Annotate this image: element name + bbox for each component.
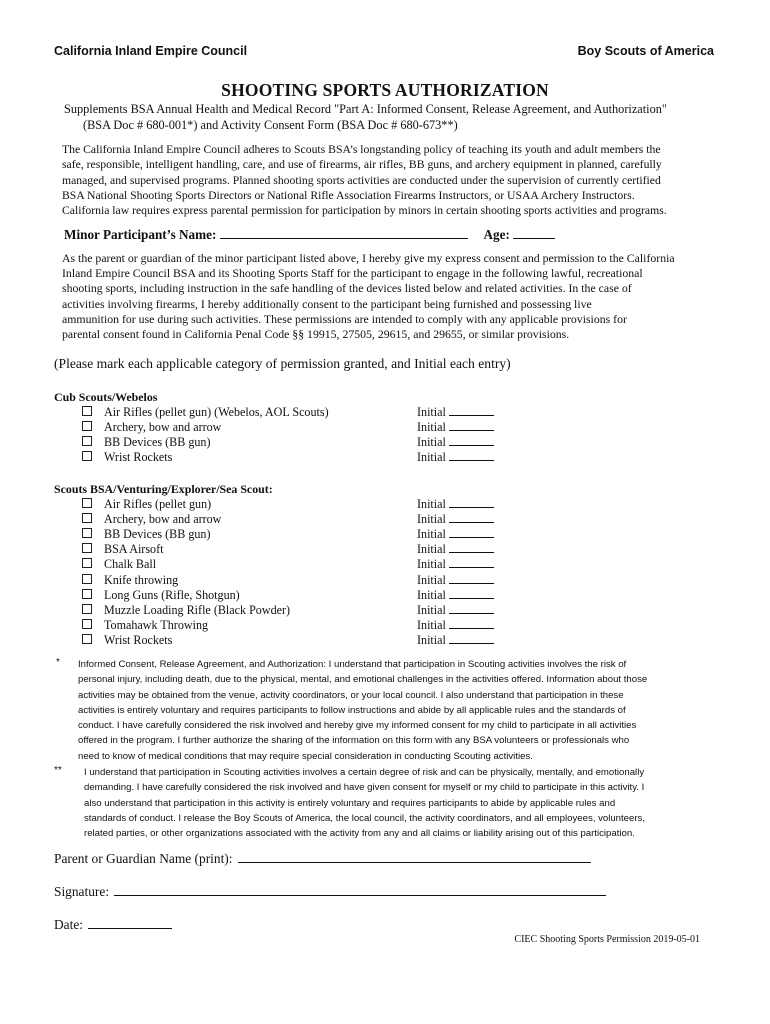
minor-name-label: Minor Participant’s Name: bbox=[64, 227, 217, 242]
initial-field bbox=[417, 588, 494, 603]
age-field[interactable] bbox=[513, 226, 555, 239]
checkbox[interactable] bbox=[82, 589, 92, 599]
signature-row bbox=[54, 883, 606, 900]
initial-input[interactable] bbox=[449, 633, 494, 644]
supplements-line-1: Supplements BSA Annual Health and Medical Record "Part A: Informed Consent, Release Agreement, and Authorization" bbox=[64, 102, 667, 116]
checkbox-row bbox=[82, 557, 156, 572]
section-heading-cub-scouts: Cub Scouts/Webelos bbox=[54, 390, 158, 404]
initial-input[interactable] bbox=[449, 527, 494, 538]
intro-line: safe, responsible, intelligent handling, care, and use of firearms, air rifles, BB guns, and archery equipment in planned, carefully bbox=[62, 158, 662, 172]
initial-field bbox=[417, 435, 494, 450]
checkbox-row bbox=[82, 497, 211, 512]
minor-name-field[interactable] bbox=[220, 226, 468, 239]
note-line: Informed Consent, Release Agreement, and Authorization: I understand that participation in Scouting activities involves the risk of bbox=[78, 659, 627, 670]
initial-field bbox=[417, 527, 494, 542]
initial-label: Initial bbox=[417, 420, 446, 434]
note-line: conduct. I have carefully considered the risk involved and hereby give my informed consent for my child to participate in all activities bbox=[78, 720, 637, 732]
initial-label: Initial bbox=[417, 633, 446, 647]
activity-label: Muzzle Loading Rifle (Black Powder) bbox=[104, 603, 291, 617]
activity-consent-note bbox=[84, 765, 729, 841]
checkbox-row bbox=[82, 450, 172, 465]
activity-label: Knife throwing bbox=[104, 573, 179, 587]
checkbox[interactable] bbox=[82, 558, 92, 568]
activity-label: Tomahawk Throwing bbox=[104, 618, 209, 632]
signature-field[interactable] bbox=[114, 883, 606, 896]
initial-input[interactable] bbox=[449, 450, 494, 461]
initial-label: Initial bbox=[417, 603, 446, 617]
checkbox[interactable] bbox=[82, 421, 92, 431]
note-line: activities is entirely voluntary and requires participants to follow instructions and abide by all applicable rules and the standards of bbox=[78, 704, 626, 716]
initial-label: Initial bbox=[417, 405, 446, 419]
initial-label: Initial bbox=[417, 588, 446, 602]
note-line: I understand that participation in Scouting activities involves a certain degree of risk and can be physically, mentally, and emotionally bbox=[84, 767, 645, 778]
consent-paragraph bbox=[62, 251, 722, 342]
note-line: also understand that participation in this activity is entirely voluntary and requires participants to abide by applicable rules and bbox=[84, 797, 616, 809]
checkbox[interactable] bbox=[82, 634, 92, 644]
activity-label: Archery, bow and arrow bbox=[104, 512, 222, 526]
checkbox-row bbox=[82, 573, 178, 588]
checkbox-row bbox=[82, 588, 240, 603]
initial-label: Initial bbox=[417, 618, 446, 632]
activity-label: BB Devices (BB gun) bbox=[104, 435, 211, 449]
initial-label: Initial bbox=[417, 497, 446, 511]
checkbox-row bbox=[82, 435, 210, 450]
checkbox-row bbox=[82, 420, 221, 435]
initial-field bbox=[417, 450, 494, 465]
initial-field bbox=[417, 557, 494, 572]
activity-label: Wrist Rockets bbox=[104, 450, 173, 464]
form-version-footer: CIEC Shooting Sports Permission 2019-05-01 bbox=[514, 934, 700, 945]
checkbox[interactable] bbox=[82, 604, 92, 614]
minor-participant-row bbox=[64, 226, 664, 243]
note-line: offered in the program. I further authorize the sharing of the information on this form with any BSA volunteers or professionals who bbox=[78, 735, 630, 747]
note-line: activities may be obtained from the venue, activity coordinators, or your local council. I also understand that participation in these bbox=[78, 689, 624, 701]
section-heading-scouts-bsa: Scouts BSA/Venturing/Explorer/Sea Scout: bbox=[54, 482, 273, 496]
initial-input[interactable] bbox=[449, 603, 494, 614]
note-line: related parties, or other organizations associated with the activity from any and all claims or liability arising out of this participation. bbox=[84, 828, 635, 840]
date-row bbox=[54, 916, 172, 933]
activity-label: BB Devices (BB gun) bbox=[104, 527, 211, 541]
consent-line: parental consent found in California Penal Code §§ 19915, 27505, 29615, and 29655, or similar provisions. bbox=[62, 327, 570, 342]
supplements-line-2: (BSA Doc # 680-001*) and Activity Consent Form (BSA Doc # 680-673**) bbox=[83, 117, 458, 132]
activity-label: Chalk Ball bbox=[104, 557, 157, 571]
organization-name: Boy Scouts of America bbox=[577, 44, 714, 58]
intro-line: managed, and supervised programs. Planned shooting sports activities are conducted under the supervision of currently certified bbox=[62, 173, 661, 187]
initial-field bbox=[417, 512, 494, 527]
intro-line: BSA National Shooting Sports Directors or National Rifle Association Firearms Instructors, or USAA Archery Instructors. bbox=[62, 188, 635, 202]
date-label: Date: bbox=[54, 917, 83, 932]
note-line: need to know of medical conditions that may require special consideration in conducting Scouting activities. bbox=[78, 750, 533, 762]
initial-input[interactable] bbox=[449, 512, 494, 523]
note-line: personal injury, including death, due to the physical, mental, and emotional challenges in the activities offered. Information about those bbox=[78, 674, 648, 686]
intro-line: The California Inland Empire Council adheres to Scouts BSA’s longstanding policy of teaching its youth and adult members the bbox=[62, 143, 661, 156]
initial-input[interactable] bbox=[449, 542, 494, 553]
checkbox-row bbox=[82, 512, 221, 527]
initial-label: Initial bbox=[417, 512, 446, 526]
initial-input[interactable] bbox=[449, 573, 494, 584]
informed-consent-note bbox=[78, 657, 728, 764]
checkbox[interactable] bbox=[82, 498, 92, 508]
note-line: standards of conduct. I release the Boy Scouts of America, the local council, the activity coordinators, and all employees, volunteers, bbox=[84, 812, 645, 824]
initial-label: Initial bbox=[417, 542, 446, 556]
initial-field bbox=[417, 618, 494, 633]
activity-label: Long Guns (Rifle, Shotgun) bbox=[104, 588, 240, 602]
council-name: California Inland Empire Council bbox=[54, 44, 248, 58]
activity-label: Air Rifles (pellet gun) bbox=[104, 497, 212, 511]
activity-label: BSA Airsoft bbox=[104, 542, 164, 556]
initial-field bbox=[417, 542, 494, 557]
initial-field bbox=[417, 497, 494, 512]
activity-label: Wrist Rockets bbox=[104, 633, 173, 647]
supplements-note bbox=[64, 102, 724, 133]
initial-input[interactable] bbox=[449, 557, 494, 568]
initial-field bbox=[417, 633, 494, 648]
intro-line: California law requires express parental permission for participation by minors in certain shooting sports activities and programs. bbox=[62, 204, 667, 218]
checkbox[interactable] bbox=[82, 619, 92, 629]
consent-line: ammunition for use during such activities. These permissions are intended to comply with any applicable provisions for bbox=[62, 311, 627, 326]
guardian-name-row bbox=[54, 850, 591, 867]
consent-line: activities involving firearms, I hereby additionally consent to the participant being furnished and possessing live bbox=[62, 296, 592, 311]
initial-input[interactable] bbox=[449, 618, 494, 629]
initial-input[interactable] bbox=[449, 497, 494, 508]
checkbox-row bbox=[82, 633, 172, 648]
initial-input[interactable] bbox=[449, 405, 494, 416]
initial-input[interactable] bbox=[449, 588, 494, 599]
signature-label: Signature: bbox=[54, 884, 110, 899]
checkbox[interactable] bbox=[82, 436, 92, 446]
initial-field bbox=[417, 573, 494, 588]
checkbox[interactable] bbox=[82, 543, 92, 553]
checkbox[interactable] bbox=[82, 574, 92, 584]
checkbox[interactable] bbox=[82, 513, 92, 523]
checkbox-row bbox=[82, 603, 290, 618]
guardian-name-label: Parent or Guardian Name (print): bbox=[54, 851, 233, 866]
consent-line: As the parent or guardian of the minor participant listed above, I hereby give my express consent and permission to the California bbox=[62, 251, 675, 265]
initial-label: Initial bbox=[417, 435, 446, 449]
date-field[interactable] bbox=[88, 916, 172, 929]
consent-line: Inland Empire Council BSA and its Shooting Sports Staff for the participant to engage in the following lawful, recreational bbox=[62, 266, 643, 281]
page-title: SHOOTING SPORTS AUTHORIZATION bbox=[221, 80, 549, 100]
age-label: Age: bbox=[483, 227, 510, 242]
note-line: demanding. I have carefully considered the risk involved and have given consent for myself or my child to participate in this activity. I bbox=[84, 782, 645, 794]
initial-label: Initial bbox=[417, 557, 446, 571]
footnote-marker: ** bbox=[54, 765, 62, 776]
checkbox-row bbox=[82, 527, 210, 542]
checkbox-row bbox=[82, 542, 163, 557]
activity-label: Air Rifles (pellet gun) (Webelos, AOL Scouts) bbox=[104, 405, 329, 419]
initial-field bbox=[417, 405, 494, 420]
initial-input[interactable] bbox=[449, 435, 494, 446]
guardian-name-field[interactable] bbox=[238, 850, 591, 863]
initial-field bbox=[417, 603, 494, 618]
initial-label: Initial bbox=[417, 527, 446, 541]
initial-field bbox=[417, 420, 494, 435]
checkbox-row bbox=[82, 405, 329, 420]
checkbox[interactable] bbox=[82, 451, 92, 461]
initial-label: Initial bbox=[417, 450, 446, 464]
intro-paragraph bbox=[62, 142, 722, 218]
checkbox[interactable] bbox=[82, 528, 92, 538]
initial-input[interactable] bbox=[449, 420, 494, 431]
permission-instruction: (Please mark each applicable category of permission granted, and Initial each entry) bbox=[54, 356, 511, 371]
initial-label: Initial bbox=[417, 573, 446, 587]
footnote-marker: * bbox=[56, 657, 60, 668]
checkbox[interactable] bbox=[82, 406, 92, 416]
consent-line: shooting sports, including instruction in the safe handling of the devices listed below and related activities. In the case of bbox=[62, 281, 632, 296]
checkbox-row bbox=[82, 618, 208, 633]
activity-label: Archery, bow and arrow bbox=[104, 420, 222, 434]
